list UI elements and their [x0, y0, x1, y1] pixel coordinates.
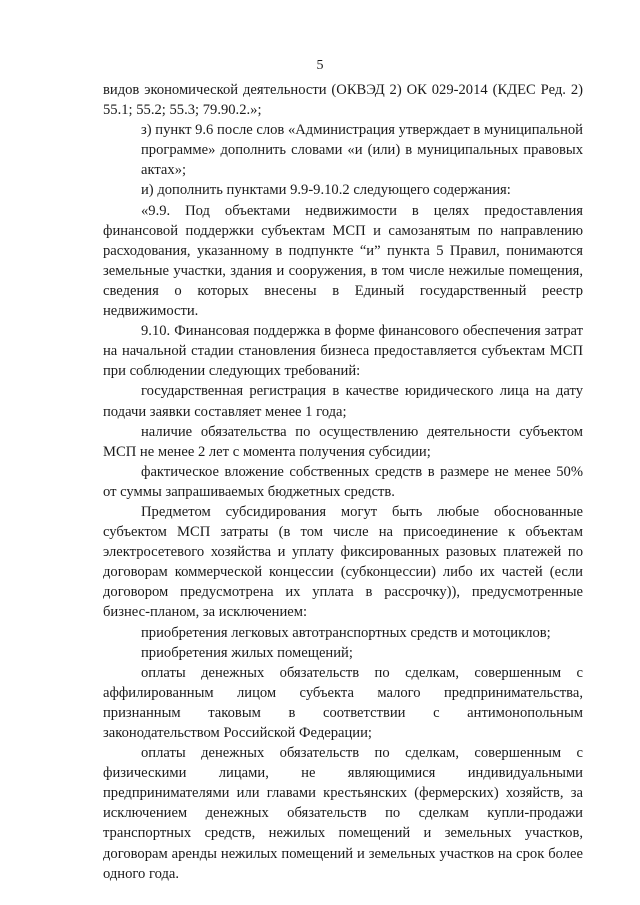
paragraph-subsidy-subject: Предметом субсидирования могут быть любые обоснованные субъектом МСП затраты (в том числе на присоединение к объектам электросетевого хозяйства и уплату фиксированных разовых платежей по договорам коммерческой концессии (субконцессии) либо их частей (если договором предусмотрена их уплата в рассрочку)), предусмотренные бизнес-планом, за исключением:: [103, 503, 583, 621]
requirement-own-funds: фактическое вложение собственных средств в размере не менее 50% от суммы запрашиваемых бюджетных средств.: [103, 463, 583, 500]
requirement-registration: государственная регистрация в качестве юридического лица на дату подачи заявки составляет менее 1 года;: [103, 383, 583, 420]
paragraph-9-10: 9.10. Финансовая поддержка в форме финансового обеспечения затрат на начальной стадии становления бизнеса предоставляется субъектам МСП при соблюдении следующих требований:: [103, 323, 583, 380]
requirement-obligation: наличие обязательства по осуществлению деятельности субъектом МСП не менее 2 лет с момента получения субсидии;: [103, 423, 583, 460]
exclusion-affiliated: оплаты денежных обязательств по сделкам, совершенным с аффилированным лицом субъекта малого предпринимательства, признанным таковым в соответствии с антимонопольным законодательством Российской Федерации;: [103, 664, 583, 741]
page-number: 5: [316, 58, 324, 73]
paragraph-item-i: и) дополнить пунктами 9.9-9.10.2 следующего содержания:: [141, 182, 511, 199]
paragraph-okved-continuation: видов экономической деятельности (ОКВЭД 2) ОК 029-2014 (КДЕС Ред. 2) 55.1; 55.2; 55.3; 79.90.2.»;: [103, 82, 583, 119]
paragraph-item-z: з) пункт 9.6 после слов «Администрация утверждает в муниципальной программе» дополнить словами «и (или) в муниципальных правовых актах»;: [141, 122, 583, 179]
paragraph-9-9: «9.9. Под объектами недвижимости в целях предоставления финансовой поддержки субъектам МСП и самозанятым по направлению расходования, указанному в подпункте “и” пункта 5 Правил, понимаются земельные участки, здания и сооружения, в том числе нежилые помещения, сведения о которых внесены в Единый государственный реестр недвижимости.: [103, 202, 583, 320]
exclusion-individuals: оплаты денежных обязательств по сделкам, совершенным с физическими лицами, не являющимися индивидуальными предпринимателями или главами крестьянских (фермерских) хозяйств, за исключением денежных обязательств по сделкам купли-продажи транспортных средств, нежилых помещений и земельных участков, договорам аренды нежилых помещений и земельных участков на срок более одного года.: [103, 745, 583, 882]
document-body: [103, 80, 583, 884]
exclusion-vehicles: приобретения легковых автотранспортных средств и мотоциклов;: [141, 624, 551, 641]
exclusion-housing: приобретения жилых помещений;: [141, 644, 353, 661]
